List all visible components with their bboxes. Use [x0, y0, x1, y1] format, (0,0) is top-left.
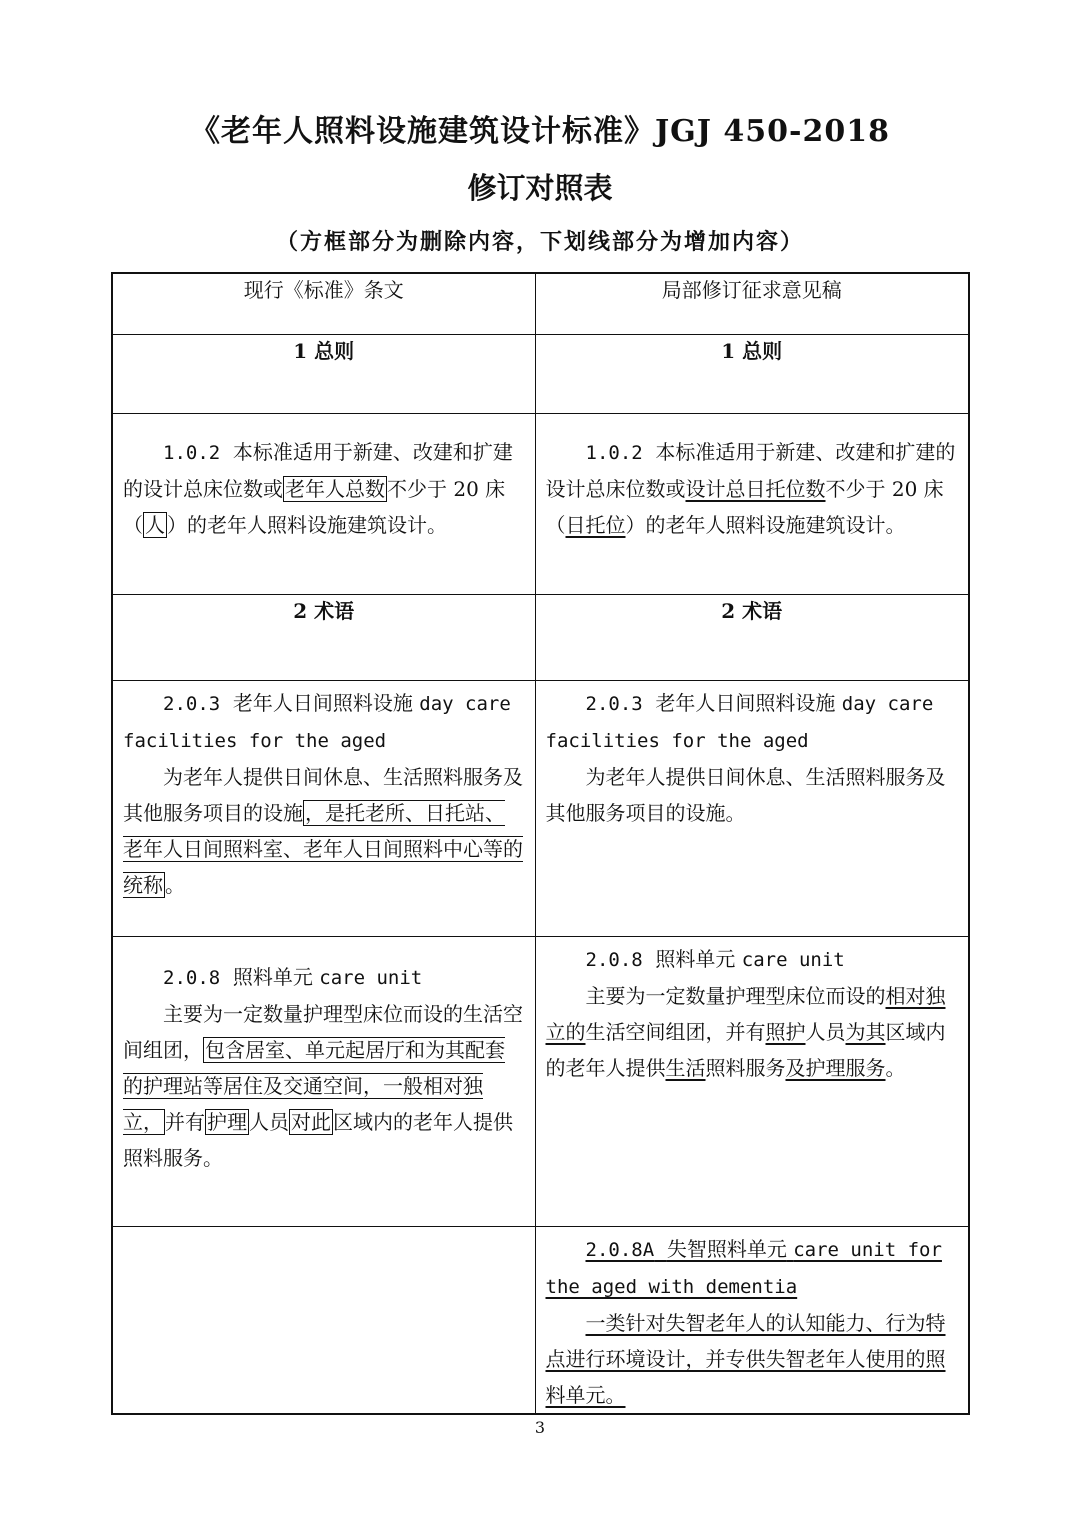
clause-code: 2.0.3	[585, 693, 643, 715]
term-english: care unit for the aged with dementia	[545, 1239, 942, 1298]
clause-code: 1.0.2	[163, 442, 221, 464]
clause-current	[112, 414, 535, 595]
clause-text: 不少于 20 床（	[123, 477, 506, 537]
term-name: 老年人日间照料设施	[232, 691, 413, 715]
clause-text: 。	[885, 1056, 906, 1080]
added-text: 设计总日托位数	[685, 477, 826, 501]
term-definition: 为老年人提供日间休息、生活照料服务及其他服务项目的设施	[123, 765, 523, 825]
term-english: day care facilities for the aged	[545, 693, 934, 752]
section-title: 1 总则	[293, 339, 355, 363]
deleted-text: 包含居室、单元起居厅和为其配套的护理站等居住及交通空间，一般相对独立，	[123, 1038, 505, 1134]
deleted-text: ，是托老所、日托站、老年人日间照料室、老年人日间照料中心等的统称	[123, 801, 523, 897]
clause-code: 2.0.8A	[585, 1239, 655, 1261]
page-number: 3	[534, 1418, 546, 1437]
clause-text: 区域内的老年人提供	[545, 1020, 946, 1080]
clause-row-2-0-8a	[112, 1227, 969, 1415]
clause-text: 人员	[805, 1020, 846, 1044]
section-title: 1 总则	[721, 339, 783, 363]
added-text: 日托位	[565, 513, 626, 537]
clause-current-empty	[112, 1227, 535, 1415]
clause-code: 1.0.2	[585, 442, 643, 464]
clause-text: 本标准适用于新建、改建和扩建的设计总床位数或	[123, 440, 513, 501]
clause-current	[112, 937, 535, 1227]
comparison-table	[111, 272, 970, 1415]
document-title: 《老年人照料设施建筑设计标准》JGJ 450-2018	[189, 114, 891, 149]
header-row	[112, 273, 969, 335]
added-text: 为其	[845, 1020, 886, 1044]
clause-row-2-0-8	[112, 937, 969, 1227]
clause-row-1-0-2	[112, 414, 969, 595]
clause-text: 并有	[165, 1110, 205, 1134]
clause-row-2-0-3	[112, 681, 969, 937]
clause-text: ）的老年人照料设施建筑设计。	[167, 513, 447, 537]
clause-text: 照料服务	[705, 1056, 786, 1080]
clause-text: 主要为一定数量护理型床位而设的生活空间组团，	[123, 1002, 523, 1062]
term-name: 失智照料单元	[666, 1237, 787, 1261]
added-text: 相对独立的	[545, 984, 946, 1044]
document-subtitle: 修订对照表	[467, 171, 613, 205]
legend-note: （方框部分为删除内容，下划线部分为增加内容）	[275, 229, 804, 255]
punctuation: 。	[165, 873, 185, 897]
section-title: 2 术语	[721, 599, 783, 623]
clause-code: 2.0.8	[163, 967, 221, 989]
clause-current	[112, 681, 535, 937]
clause-code: 2.0.3	[163, 693, 221, 715]
punctuation: 。	[725, 801, 746, 825]
section-row-general	[112, 335, 969, 414]
clause-text: 区域内的老年人提供照料服务。	[123, 1110, 513, 1170]
clause-text: 主要为一定数量护理型床位而设的	[585, 984, 886, 1008]
added-text: 生活	[665, 1056, 706, 1080]
section-row-terms	[112, 595, 969, 681]
clause-revised	[535, 937, 969, 1227]
term-definition: 为老年人提供日间休息、生活照料服务及其他服务项目的设施	[545, 765, 946, 825]
clause-text: 不少于 20 床（	[545, 477, 944, 537]
clause-code: 2.0.8	[585, 949, 643, 971]
term-english: care unit	[319, 967, 423, 989]
term-name: 照料单元	[655, 947, 736, 971]
deleted-text: 人	[145, 513, 165, 537]
clause-revised	[535, 1227, 969, 1415]
clause-text: 生活空间组团，并有	[585, 1020, 766, 1044]
deleted-text: 护理	[207, 1110, 247, 1134]
clause-text: ）的老年人照料设施建筑设计。	[625, 513, 906, 537]
clause-revised	[535, 414, 969, 595]
deleted-text: 老年人总数	[285, 477, 385, 501]
deleted-text: 对此	[291, 1110, 331, 1134]
clause-revised	[535, 681, 969, 937]
clause-text: 本标准适用于新建、改建和扩建的设计总床位数或	[545, 440, 956, 501]
header-revision-draft: 局部修订征求意见稿	[535, 273, 969, 335]
header-current-standard: 现行《标准》条文	[112, 273, 535, 335]
term-definition: 一类针对失智老年人的认知能力、行为特点进行环境设计，并专供失智老年人使用的照料单元。	[545, 1311, 946, 1407]
term-name: 老年人日间照料设施	[655, 691, 836, 715]
term-english: care unit	[741, 949, 845, 971]
added-text: 照护	[765, 1020, 806, 1044]
clause-text: 人员	[249, 1110, 289, 1134]
term-english: day care facilities for the aged	[123, 693, 511, 752]
section-title: 2 术语	[293, 599, 355, 623]
term-name: 照料单元	[232, 965, 313, 989]
added-text: 及护理服务	[785, 1056, 886, 1080]
